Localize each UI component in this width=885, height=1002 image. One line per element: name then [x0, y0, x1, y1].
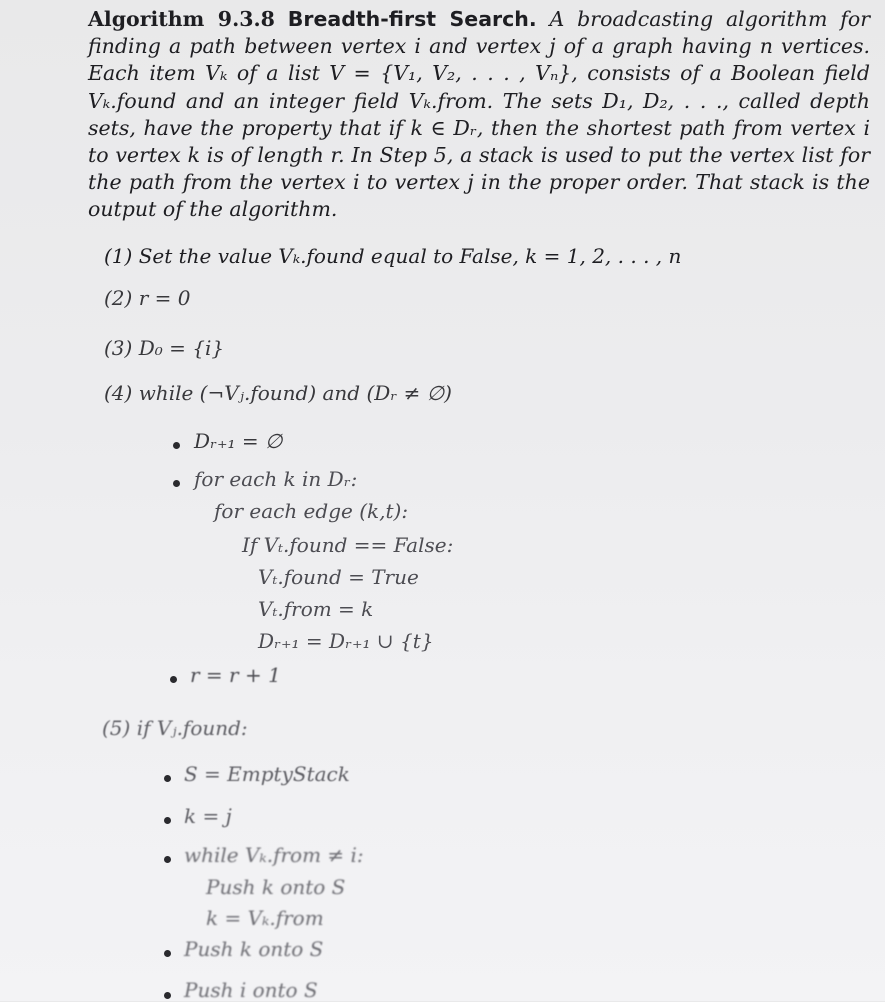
step-5-bullet-4: Push k onto S [184, 937, 324, 961]
bullet-dot [173, 480, 180, 487]
step-4-bullet-1: Dᵣ₊₁ = ∅ [194, 429, 283, 453]
step-1: (1) Set the value Vₖ.found equal to False, k = 1, 2, . . . , n [104, 244, 682, 268]
step-5-bullet-2: k = j [184, 804, 232, 828]
step-4-inner-3: Vₜ.found = True [258, 565, 419, 589]
algorithm-number: Algorithm 9.3.8 [88, 7, 275, 31]
bullet-dot [173, 442, 180, 449]
step-5-inner-1: Push k onto S [206, 875, 346, 899]
algorithm-title: Breadth-first Search. [287, 7, 537, 31]
bullet-dot [164, 817, 171, 824]
step-4: (4) while (¬Vⱼ.found) and (Dᵣ ≠ ∅) [104, 381, 452, 405]
step-4-bullet-2: for each k in Dᵣ: [194, 467, 358, 491]
step-2: (2) r = 0 [104, 286, 191, 310]
step-5-bullet-5: Push i onto S [184, 978, 318, 1002]
bullet-dot [164, 950, 171, 957]
step-4-inner-5: Dᵣ₊₁ = Dᵣ₊₁ ∪ {t} [258, 629, 434, 653]
step-5: (5) if Vⱼ.found: [102, 716, 248, 740]
step-4-inner-2: If Vₜ.found == False: [242, 533, 454, 557]
algorithm-description [88, 6, 870, 224]
bullet-dot [164, 992, 171, 999]
step-4-inner-1: for each edge (k,t): [214, 499, 409, 523]
step-4-bullet-3: r = r + 1 [190, 663, 281, 687]
algorithm-text: A broadcasting algorithm for finding a path between vertex i and vertex j of a graph having n vertices. Each item Vₖ of a list V = {V₁, V₂, . . . , Vₙ}, consists of a Boolean field Vₖ.found and an integer field Vₖ.from. The sets D₁, D₂, . . ., called depth sets, have the property that if k ∈ Dᵣ, then the shortest path from vertex i to vertex k is of length r. In Step 5, a stack is used to put the vertex list for the path from the vertex i to vertex j in the proper order. That stack is the output of the algorithm. [88, 7, 870, 222]
bullet-dot [164, 775, 171, 782]
step-5-bullet-3: while Vₖ.from ≠ i: [184, 843, 364, 867]
bullet-dot [170, 676, 177, 683]
step-5-bullet-1: S = EmptyStack [184, 762, 350, 786]
step-5-inner-2: k = Vₖ.from [206, 906, 324, 930]
step-4-inner-4: Vₜ.from = k [258, 597, 374, 621]
step-3: (3) D₀ = {i} [104, 336, 225, 360]
bullet-dot [164, 856, 171, 863]
